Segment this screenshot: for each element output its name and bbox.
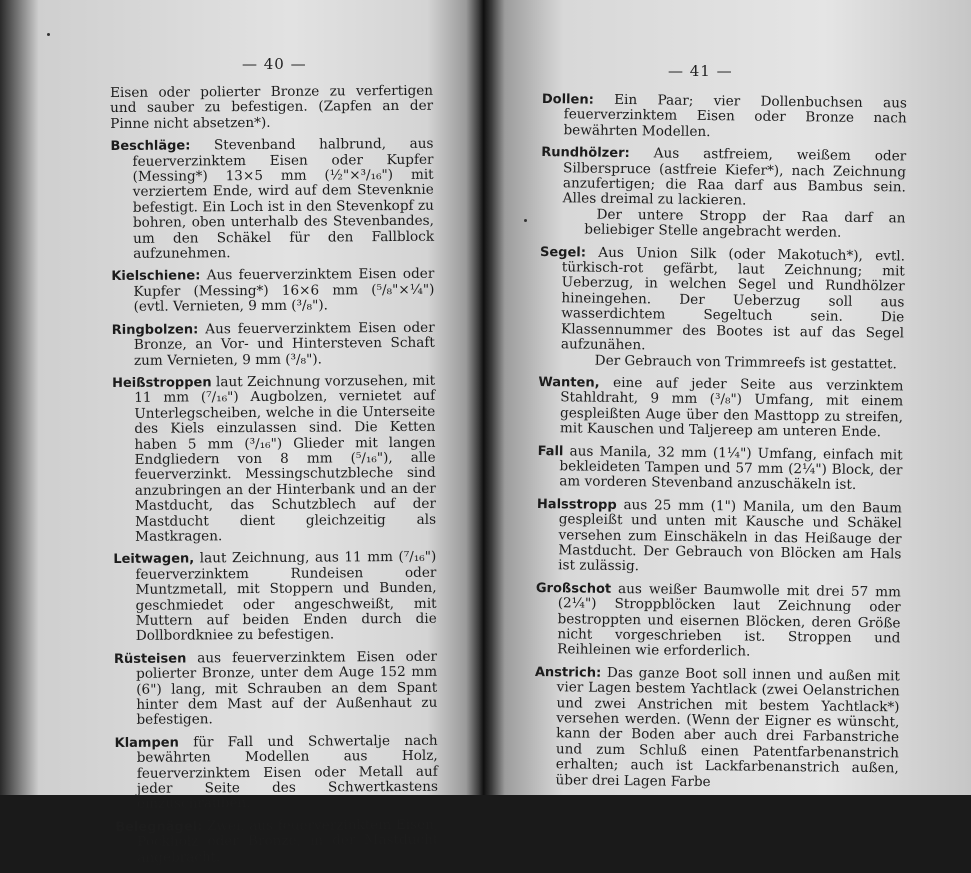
left-page-text: [110, 84, 438, 873]
entry-dollen: [541, 92, 907, 143]
entry-term: Leitwagen,: [113, 551, 195, 568]
entry-fall: [537, 444, 903, 495]
left-page: [0, 0, 480, 866]
entry-text: aus Manila, 32 mm (1¼") Umfang, einfach mit bekleideten Tampen und 57 mm (2¼") Block, der am vorderen Stevenband anzuschäkeln ist.: [559, 442, 903, 494]
entry-text: aus feuerverzinktem Eisen oder polierter Bronze, unter dem Auge 152 mm (6") lang, mit Schrauben an dem Spant hinter dem Mast auf der Außenhaut zu befestigen.: [136, 648, 438, 729]
entry-term: Belegnägel:: [115, 819, 203, 835]
entry-halsstropp: [536, 497, 902, 578]
entry-term: Rundhölzer:: [541, 145, 630, 162]
entry-text: Aus feuerverzinktem Eisen oder Kupfer (Messing*) 16×6 mm (⁵/₈"×¼") (evtl. Vernieten, 9 mm (³/₈").: [133, 266, 435, 316]
entry-leitwagen: [113, 550, 437, 645]
left-intro: [110, 84, 433, 132]
entry-ringbolzen: [112, 320, 435, 368]
entry-anstrich: [533, 665, 899, 793]
entry-klampen: [115, 734, 439, 813]
entry-text: eine auf jeder Seite aus verzinktem Stahldraht, 9 mm (³/₈") Umfang, mit einem gespleißten Auge über den Masttopp zu streifen, mit Kauschen und Taljereep am unteren Ende.: [559, 374, 904, 441]
entry-text: Aus feuerverzinktem Eisen oder Bronze, an Vor- und Hintersteven Schaft zum Vernieten, 9 mm (³/₈").: [133, 319, 435, 369]
entry-text: aus 25 mm (1") Manila, um den Baum gespleißt und unten mit Kausche und Schäkel versehen zum Einschäkeln in das Heißauge der Mastducht. Der Gebrauch von Blöcken am Hals ist zulässig.: [558, 496, 903, 575]
entry-text: Aus Union Silk (oder Makotuch*), evtl. türkisch-rot gefärbt, laut Zeichnung; mit Ueberzug, in welchen Segel und Rundhölzer hineingehen. Der Ueberzug soll aus wasserdichtem Segeltuch sein. Die Klassennummer des Bootes ist auf das Segel aufzunähen.: [560, 244, 906, 354]
entry-term: Klampen: [114, 735, 179, 751]
entry-term: Beschläge:: [110, 138, 191, 155]
entry-belegnaegel: [115, 818, 438, 866]
entry-text: für Fall und Schwertalje nach bewährten Modellen aus Holz, feuerverzinktem Eisen oder Metall auf jeder Seite des Schwertkastens einzuschrauben.: [136, 732, 438, 813]
entry-ruesteisen: [114, 650, 438, 729]
entry-term: Heißstroppen: [112, 375, 212, 391]
entry-text: Das ganze Boot soll innen und außen mit vier Lagen bestem Yachtlack (zwei Oelanstrichen und zwei Anstrichen mit bestem Yachtlack*) versehen werden. (Wenn der Eigner es wünscht, kann der Boden aber auch drei Farbanstriche und zum Schluß einen Patentfarbenanstrich erhalten; auch ist Lackfarbenanstrich außen, über drei Lagen Farbe: [555, 664, 900, 790]
entry-term: Kielschiene:: [111, 268, 201, 285]
entry-text: Stevenband halbrund, aus feuerverzinktem Eisen oder Kupfer (Messing*) 13×5 mm (½"×³/₁₆") mit verziertem Ende, wird auf dem Stevenknie befestigt. Ein Loch ist in den Stevenkopf zu bohren, oben unterhalb des Stevenbandes, um den Schäkel für den Fallblock aufzunehmen.: [132, 135, 435, 262]
entry-text: aus weißer Baumwolle mit drei 57 mm (2¼") Stroppblöcken laut Zeichnung oder bestroppten und eisernen Blöcken, deren Größe nicht vorgeschrieben ist. Stroppen und Reihleinen wie erforderlich.: [557, 580, 902, 660]
right-page: [490, 0, 971, 795]
entry-term: Ringbolzen:: [111, 322, 199, 338]
entry-term: Wanten,: [538, 374, 600, 391]
entry-beschlaege: [110, 137, 434, 263]
page-number-left: — 40 —: [242, 55, 307, 73]
entry-term: Segel:: [539, 244, 587, 261]
entry-text: Ein Paar; vier Dollenbuchsen aus feuerverzinktem Eisen oder Bronze nach bewährten Modellen.: [563, 91, 908, 140]
paper-speck: [47, 33, 50, 36]
entry-heissstroppen: [112, 374, 436, 546]
entry-text: Aus astfreiem, weißem oder Silberspruce (astfreie Kiefer*), nach Zeichnung anzufertigen; die Raa darf aus Bambus sein. Alles dreimal zu lackieren.: [562, 145, 907, 209]
entry-segel: [539, 245, 905, 373]
entry-term: Halsstropp: [536, 496, 617, 513]
entry-rundhoelzer: [540, 145, 906, 242]
entry-wanten: [538, 375, 904, 441]
entry-term: Rüsteisen: [113, 651, 187, 667]
entry-term: Anstrich:: [534, 664, 602, 681]
page-number-right: — 41 —: [668, 62, 733, 80]
entry-grossschot: [535, 581, 901, 662]
entry-extra: Der Gebrauch von Trimmreefs ist gestattet.: [594, 352, 897, 372]
entry-text: Zwei, aus feuerverzinktem Eisen, Pockholz oder Bronze, in der Mastducht angebracht.: [137, 816, 439, 866]
entry-kielschiene: [111, 267, 434, 315]
entry-text: laut Zeichnung vorzusehen, mit 11 mm (⁷/₁₆") Augbolzen, vernietet auf Unterlegscheiben, welche in die Unterseite des Kiels einzulassen sind. Die Ketten haben 5 mm (³/₁₆") Glieder mit langen Endgliedern von 8 mm (⁵/₁₆"), alle feuerverzinkt. Messingschutzbleche sind anzubringen an der Hinterbank und an der Mastducht, das Schutzblech auf der Mastducht dient gleichzeitig als Mastkragen.: [134, 372, 437, 545]
paper-speck: [524, 219, 527, 222]
entry-term: Großschot: [535, 580, 612, 597]
intro-text: Eisen oder polierter Bronze zu verfertigen und sauber zu befestigen. (Zapfen an der Pinne nicht absetzen*).: [109, 82, 434, 132]
entry-term: Dollen:: [541, 92, 594, 108]
entry-text: laut Zeichnung, aus 11 mm (⁷/₁₆") feuerverzinktem Rundeisen oder Muntzmetall, mit Stoppern und Bunden, geschmiedet oder angeschweißt, mit Muttern auf beiden Enden durch die Dollbordkniee zu befestigen.: [135, 549, 437, 645]
right-page-text: [533, 92, 907, 799]
entry-extra: Der untere Stropp der Raa darf an beliebiger Stelle angebracht werden.: [584, 206, 906, 241]
entry-term: Fall: [537, 443, 564, 459]
